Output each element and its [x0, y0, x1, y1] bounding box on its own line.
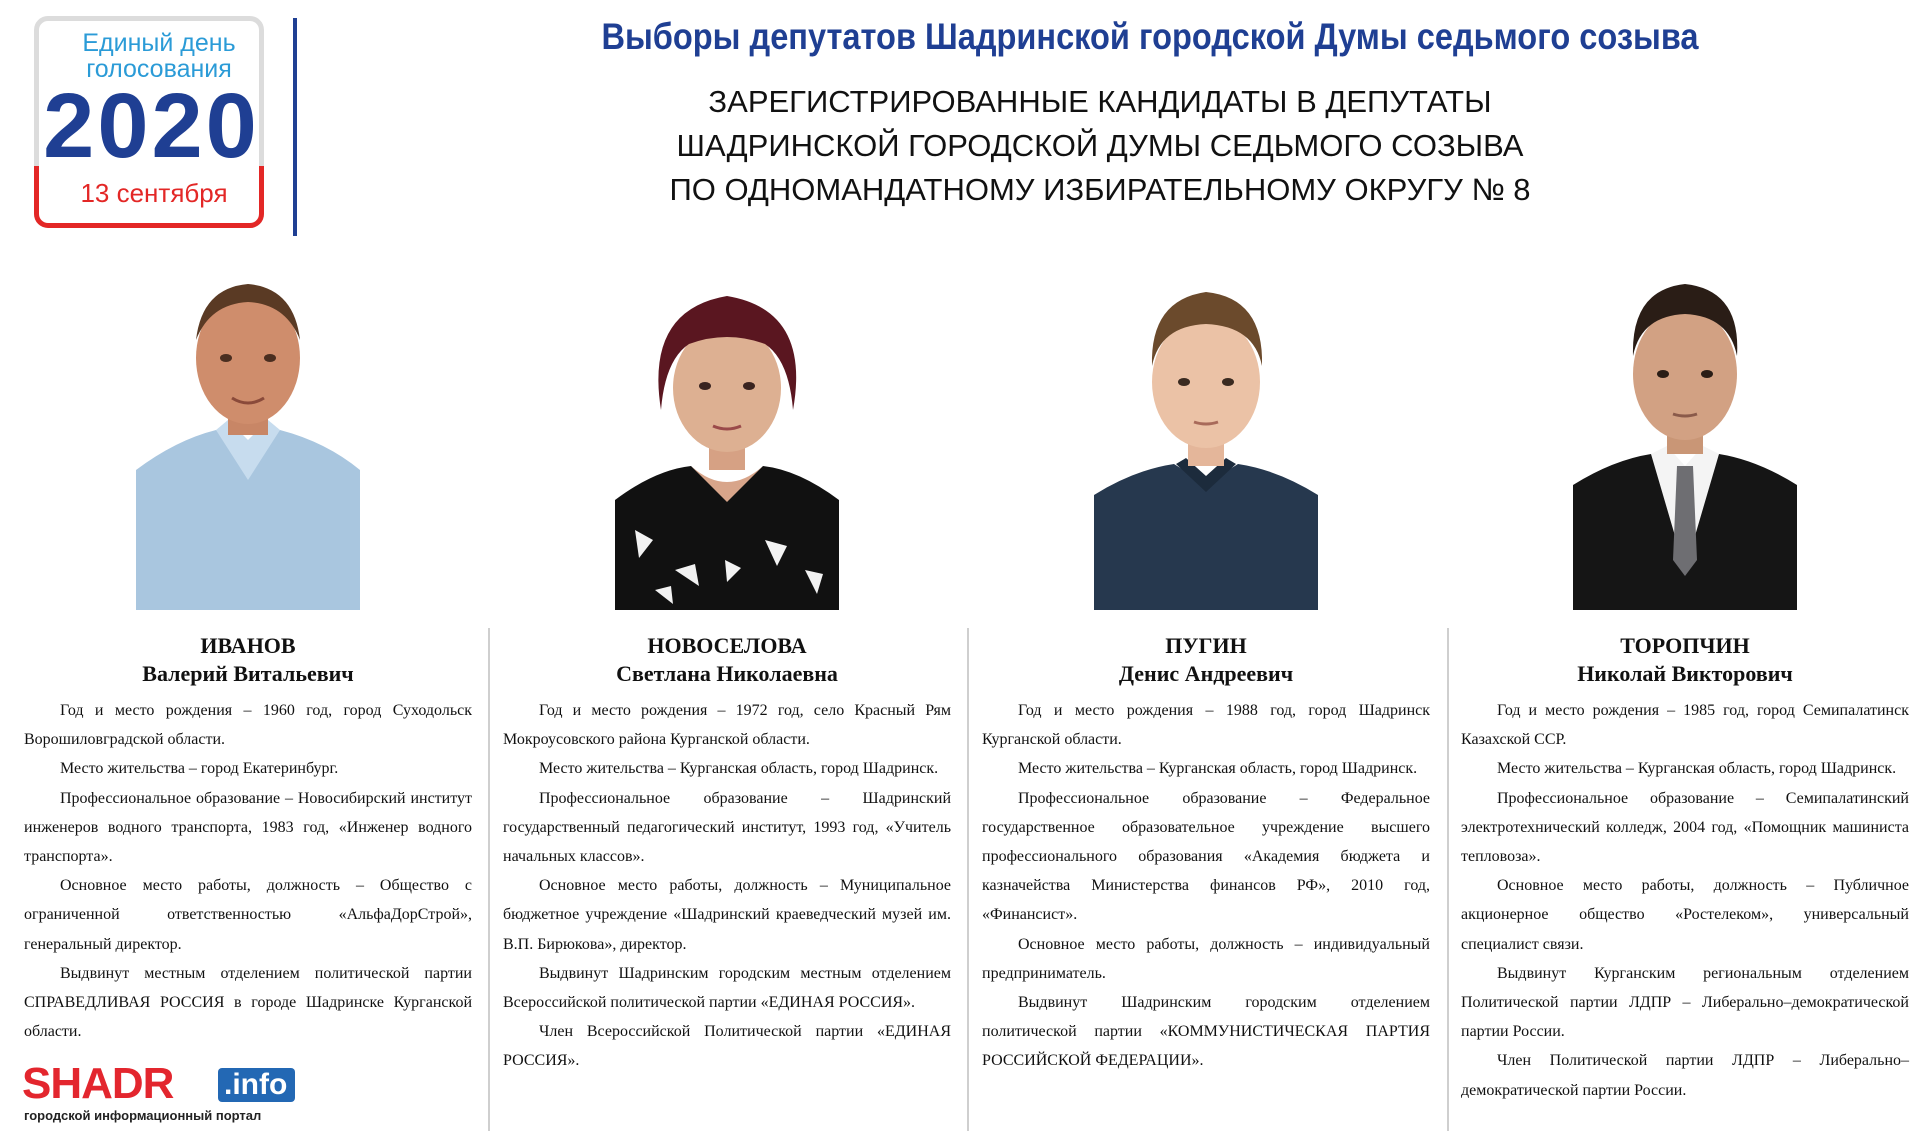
candidate-name — [982, 632, 1430, 688]
bio-paragraph: Место жительства – Курганская область, город Шадринск. — [539, 760, 939, 778]
subtitle-line: ПО ОДНОМАНДАТНОМУ ИЗБИРАТЕЛЬНОМУ ОКРУГУ № 8 — [669, 172, 1531, 207]
bio-paragraph: Место жительства – Курганская область, город Шадринск. — [1018, 760, 1418, 778]
candidate-name — [24, 632, 472, 688]
candidate-photo — [1573, 270, 1797, 610]
bio-paragraph: Основное место работы, должность – Общество с ограниченной ответственностью «АльфаДорСтрой», генеральный директор. — [24, 877, 472, 953]
bio-paragraph: Член Всероссийской Политической партии «ЕДИНАЯ РОССИЯ». — [503, 1023, 951, 1070]
bio-paragraph: Год и место рождения – 1960 год, город Суходольск Ворошиловградской области. — [24, 702, 472, 749]
logo-line2: голосования — [86, 55, 232, 83]
bio-paragraph: Выдвинут Курганским региональным отделением Политической партии ЛДПР – Либерально–демократической партии России. — [1461, 964, 1909, 1041]
bio-paragraph: Выдвинут Шадринским городским местным отделением Всероссийской политической партии «ЕДИНАЯ РОССИЯ». — [503, 964, 951, 1012]
candidate-card — [982, 270, 1430, 1076]
bio-paragraph: Профессиональное образование – Федеральное государственное образовательное учреждение высшего профессионального образования «Академия бюджета и казначейства Министерства финансов РФ», 2010 год, «Финансист». — [982, 789, 1430, 924]
candidate-card — [24, 270, 472, 1046]
candidate-bio — [503, 696, 951, 1076]
bio-paragraph: Выдвинут Шадринским городским отделением политической партии «КОММУНИСТИЧЕСКАЯ ПАРТИЯ РОССИЙСКОЙ ФЕДЕРАЦИИ». — [982, 994, 1430, 1070]
candidate-surname: ТОРОПЧИН — [1620, 633, 1750, 658]
column-divider — [1447, 628, 1449, 1131]
portal-logo[interactable] — [22, 1059, 322, 1123]
logo-divider — [293, 18, 297, 236]
bio-paragraph: Выдвинут местным отделением политической партии СПРАВЕДЛИВАЯ РОССИЯ в городе Шадринске Курганской области. — [24, 964, 472, 1041]
bio-paragraph: Профессиональное образование – Новосибирский институт инженеров водного транспорта, 1983 год, «Инженер водного транспорта». — [24, 789, 472, 866]
bio-paragraph: Основное место работы, должность – индивидуальный предприниматель. — [982, 935, 1430, 982]
portal-tagline: городской информационный портал — [24, 1108, 262, 1123]
election-day-logo — [14, 16, 289, 236]
column-divider — [967, 628, 969, 1131]
candidate-card — [503, 270, 951, 1076]
bio-paragraph: Место жительства – город Екатеринбург. — [60, 760, 339, 778]
candidate-card — [1461, 270, 1909, 1105]
candidate-surname: НОВОСЕЛОВА — [647, 633, 807, 658]
candidate-bio — [24, 696, 472, 1046]
candidate-photo — [615, 270, 839, 610]
candidate-surname: ПУГИН — [1165, 633, 1247, 658]
bio-paragraph: Основное место работы, должность – Муниципальное бюджетное учреждение «Шадринский краеведческий музей им. В.П. Бирюкова», директор. — [503, 877, 951, 953]
bio-paragraph: Профессиональное образование – Шадринский государственный педагогический институт, 1993 год, «Учитель начальных классов». — [503, 789, 951, 866]
bio-paragraph: Основное место работы, должность – Публичное акционерное общество «Ростелеком», универсальный специалист связи. — [1461, 877, 1909, 953]
bio-paragraph: Член Политической партии ЛДПР – Либерально–демократической партии России. — [1461, 1052, 1909, 1099]
subtitle-line: ЗАРЕГИСТРИРОВАННЫЕ КАНДИДАТЫ В ДЕПУТАТЫ — [708, 84, 1492, 119]
page-subtitle — [400, 80, 1800, 212]
bio-paragraph: Год и место рождения – 1988 год, город Шадринск Курганской области. — [982, 702, 1430, 749]
bio-paragraph: Место жительства – Курганская область, город Шадринск. — [1497, 760, 1897, 778]
bio-paragraph: Профессиональное образование – Семипалатинский электротехнический колледж, 2004 год, «Помощник машиниста тепловоза». — [1461, 789, 1909, 866]
candidate-given-names: Николай Викторович — [1577, 661, 1793, 686]
candidate-name — [503, 632, 951, 688]
portal-name: SHADR — [22, 1059, 174, 1108]
candidate-photo — [1094, 270, 1318, 610]
logo-year: 2020 — [43, 75, 260, 177]
logo-date: 13 сентября — [80, 178, 228, 208]
candidate-photo — [136, 270, 360, 610]
subtitle-line: ШАДРИНСКОЙ ГОРОДСКОЙ ДУМЫ СЕДЬМОГО СОЗЫВА — [676, 128, 1524, 163]
candidate-given-names: Валерий Витальевич — [142, 661, 354, 686]
bio-paragraph: Год и место рождения – 1985 год, город Семипалатинск Казахской ССР. — [1461, 702, 1909, 749]
candidate-surname: ИВАНОВ — [200, 633, 296, 658]
portal-domain: .info — [218, 1068, 295, 1102]
page-title: Выборы депутатов Шадринской городской Думы седьмого созыва — [601, 16, 1699, 57]
logo-line1: Единый день — [82, 29, 236, 57]
candidate-given-names: Денис Андреевич — [1118, 661, 1294, 686]
candidate-bio — [1461, 696, 1909, 1105]
candidate-name — [1461, 632, 1909, 688]
column-divider — [488, 628, 490, 1131]
bio-paragraph: Год и место рождения – 1972 год, село Красный Рям Мокроусовского района Курганской области. — [503, 702, 951, 749]
candidate-given-names: Светлана Николаевна — [616, 661, 838, 686]
candidate-bio — [982, 696, 1430, 1076]
